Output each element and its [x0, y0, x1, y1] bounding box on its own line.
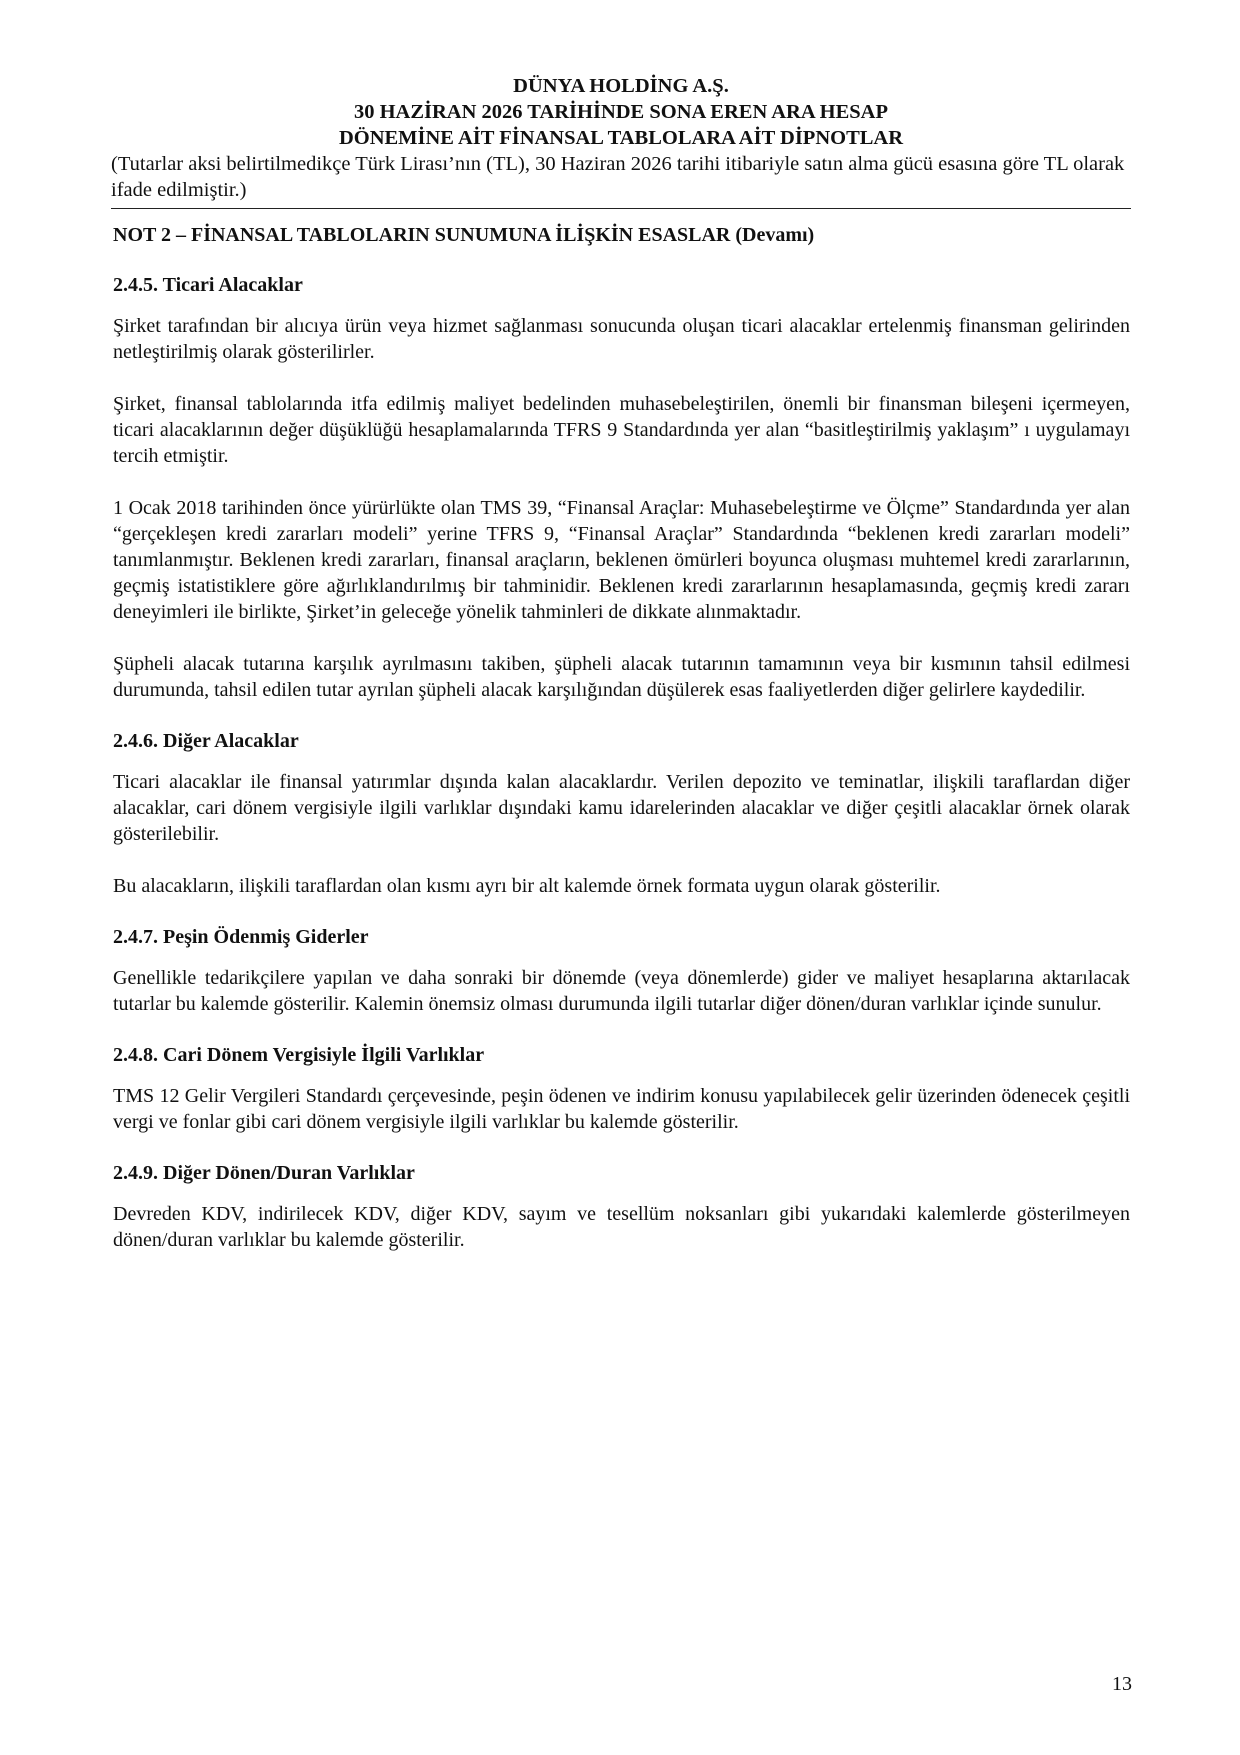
section-heading: 2.4.7. Peşin Ödenmiş Giderler	[113, 926, 369, 948]
paragraph: 1 Ocak 2018 tarihinden önce yürürlükte olan TMS 39, “Finansal Araçlar: Muhasebeleştirme ve Ölçme” Standardında yer alan “gerçekleşen kredi zararları modeli” yerine TFRS 9, “Finansal Araçlar” Standardında “beklenen kredi zararları modeli” tanımlanmıştır. Beklenen kredi zararları, finansal araçların, beklenen ömürleri boyunca oluşması muhtemel kredi zararlarının, geçmiş istatistiklere göre ağırlıklandırılmış bir tahminidir. Beklenen kredi zararlarının hesaplamasında, geçmiş kredi zararı deneyimleri ile birlikte, Şirket’in geleceğe yönelik tahminleri de dikkate alınmaktadır.	[113, 497, 1130, 623]
paragraph: Bu alacakların, ilişkili taraflardan olan kısmı ayrı bir alt kalemde örnek formata uygun olarak gösterilir.	[113, 875, 941, 897]
paragraph: Ticari alacaklar ile finansal yatırımlar dışında kalan alacaklardır. Verilen depozito ve teminatlar, ilişkili taraflardan diğer alacaklar, cari dönem vergisiyle ilgili varlıklar dışındaki kamu idarelerinden alacaklar ve diğer çeşitli alacaklar örnek olarak gösterilebilir.	[113, 771, 1130, 845]
paragraph: Şirket tarafından bir alıcıya ürün veya hizmet sağlanması sonucunda oluşan ticari alacaklar ertelenmiş finansman gelirinden netleştirilmiş olarak gösterilirler.	[113, 315, 1130, 363]
section-heading: 2.4.6. Diğer Alacaklar	[113, 730, 299, 752]
section-diger-alacaklar	[113, 728, 1130, 899]
document-body	[113, 222, 1130, 1253]
section-diger-donen-duran-varliklar	[113, 1160, 1130, 1253]
section-pesin-odenmis-giderler	[113, 924, 1130, 1017]
paragraph: TMS 12 Gelir Vergileri Standardı çerçevesinde, peşin ödenen ve indirim konusu yapılabilecek gelir üzerinden ödenecek çeşitli vergi ve fonlar gibi cari dönem vergisiyle ilgili varlıklar bu kalemde gösterilir.	[113, 1085, 1130, 1133]
paragraph: Şüpheli alacak tutarına karşılık ayrılmasını takiben, şüpheli alacak tutarının tamamının veya bir kısmının tahsil edilmesi durumunda, tahsil edilen tutar ayrılan şüpheli alacak karşılığından düşülerek esas faaliyetlerden diğer gelirlere kaydedilir.	[113, 653, 1130, 701]
header-period-line: 30 HAZİRAN 2026 TARİHİNDE SONA EREN ARA HESAP	[353, 101, 889, 123]
currency-note: (Tutarlar aksi belirtilmedikçe Türk Lirası’nın (TL), 30 Haziran 2026 tarihi itibariyle satın alma gücü esasına göre TL olarak ifade edilmiştir.)	[111, 153, 1125, 201]
paragraph: Şirket, finansal tablolarında itfa edilmiş maliyet bedelinden muhasebeleştirilen, önemli bir finansman bileşeni içermeyen, ticari alacaklarının değer düşüklüğü hesaplamalarında TFRS 9 Standardında yer alan “basitleştirilmiş yaklaşım” ı uygulamayı tercih etmiştir.	[113, 393, 1130, 467]
page-number: 13	[1112, 1673, 1132, 1695]
header-title-line: DÖNEMİNE AİT FİNANSAL TABLOLARA AİT DİPNOTLAR	[338, 127, 904, 149]
company-name: DÜNYA HOLDİNG A.Ş.	[513, 75, 729, 97]
note-title: NOT 2 – FİNANSAL TABLOLARIN SUNUMUNA İLİŞKİN ESASLAR (Devamı)	[113, 224, 815, 246]
section-ticari-alacaklar	[113, 272, 1130, 703]
section-cari-donem-vergisi	[113, 1042, 1130, 1135]
section-heading: 2.4.8. Cari Dönem Vergisiyle İlgili Varlıklar	[113, 1044, 485, 1066]
paragraph: Genellikle tedarikçilere yapılan ve daha sonraki bir dönemde (veya dönemlerde) gider ve maliyet hesaplarına aktarılacak tutarlar bu kalemde gösterilir. Kalemin önemsiz olması durumunda ilgili tutarlar diğer dönen/duran varlıklar içinde sunulur.	[113, 967, 1130, 1015]
section-heading: 2.4.9. Diğer Dönen/Duran Varlıklar	[113, 1162, 415, 1184]
page-header	[111, 73, 1131, 203]
paragraph: Devreden KDV, indirilecek KDV, diğer KDV, sayım ve tesellüm noksanları gibi yukarıdaki kalemlerde gösterilmeyen dönen/duran varlıklar bu kalemde gösterilir.	[113, 1203, 1130, 1251]
section-heading: 2.4.5. Ticari Alacaklar	[113, 274, 303, 296]
header-divider	[111, 208, 1131, 209]
